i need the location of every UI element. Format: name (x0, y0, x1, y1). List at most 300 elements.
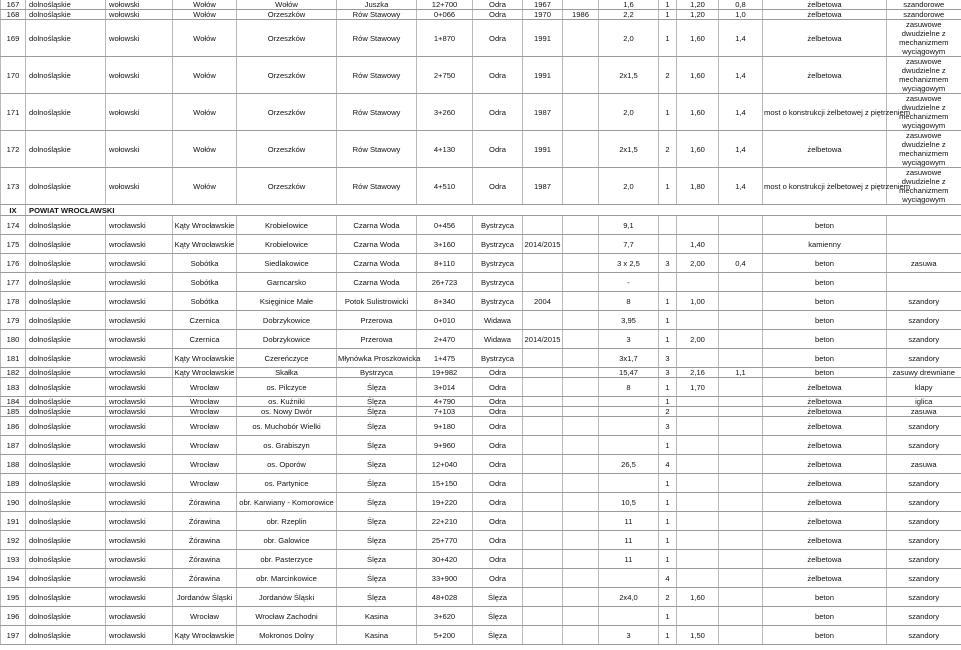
rok-przebudowy-cell: 1986 (563, 10, 599, 20)
powiat-cell: wrocławski (106, 626, 173, 645)
przesla-cell: 1 (659, 397, 677, 407)
szerokosc-cell: 11 (599, 531, 659, 550)
przesla-cell: 3 (659, 417, 677, 436)
ciek-cell: Ślęza (337, 455, 417, 474)
rok-budowy-cell (523, 493, 563, 512)
zlewnia-cell: Bystrzyca (473, 273, 523, 292)
gmina-cell: Wołów (173, 10, 237, 20)
miejscowosc-cell: Orzeszków (237, 94, 337, 131)
kilometr-cell: 26+723 (417, 273, 473, 292)
miejscowosc-cell: Dobrzykowice (237, 330, 337, 349)
rok-budowy-cell (523, 512, 563, 531)
ciek-cell: Potok Sulistrowicki (337, 292, 417, 311)
gmina-cell: Wołów (173, 131, 237, 168)
rok-budowy-cell (523, 216, 563, 235)
wysokosc-cell (677, 607, 719, 626)
powiat-cell: wrocławski (106, 311, 173, 330)
konstrukcja-cell: żelbetowa (763, 20, 887, 57)
ciek-cell: Młynówka Proszkowicka (337, 349, 417, 368)
lp-cell: 189 (1, 474, 26, 493)
powiat-cell: wrocławski (106, 512, 173, 531)
zamkniecia-cell: klapy (887, 378, 961, 397)
gmina-cell: Wołów (173, 0, 237, 10)
zlewnia-cell: Bystrzyca (473, 254, 523, 273)
rok-budowy-cell: 2004 (523, 292, 563, 311)
miejscowosc-cell: Garncarsko (237, 273, 337, 292)
wojewodztwo-cell: dolnośląskie (26, 626, 106, 645)
wysokosc-cell (677, 455, 719, 474)
wojewodztwo-cell: dolnośląskie (26, 368, 106, 378)
wojewodztwo-cell: dolnośląskie (26, 493, 106, 512)
wojewodztwo-cell: dolnośląskie (26, 57, 106, 94)
gmina-cell: Żórawina (173, 550, 237, 569)
ciek-cell: Przerowa (337, 311, 417, 330)
table-row (1, 436, 961, 455)
kilometr-cell: 3+160 (417, 235, 473, 254)
miejscowosc-cell: obr. Karwiany - Komorowice (237, 493, 337, 512)
spietrzenie-cell (719, 397, 763, 407)
wojewodztwo-cell: dolnośląskie (26, 512, 106, 531)
konstrukcja-cell: kamienny (763, 235, 887, 254)
lp-cell: 171 (1, 94, 26, 131)
ciek-cell: Juszka (337, 0, 417, 10)
gmina-cell: Wrocław (173, 607, 237, 626)
wysokosc-cell (677, 397, 719, 407)
zlewnia-cell: Odra (473, 168, 523, 205)
wojewodztwo-cell: dolnośląskie (26, 10, 106, 20)
zlewnia-cell: Ślęza (473, 626, 523, 645)
rok-przebudowy-cell (563, 216, 599, 235)
konstrukcja-cell: beton (763, 588, 887, 607)
wysokosc-cell (677, 417, 719, 436)
wysokosc-cell: 1,40 (677, 235, 719, 254)
rok-budowy-cell (523, 569, 563, 588)
rok-budowy-cell (523, 407, 563, 417)
szerokosc-cell: 3,95 (599, 311, 659, 330)
ciek-cell: Rów Stawowy (337, 10, 417, 20)
kilometr-cell: 19+982 (417, 368, 473, 378)
wysokosc-cell (677, 311, 719, 330)
szerokosc-cell: 11 (599, 550, 659, 569)
wysokosc-cell (677, 436, 719, 455)
przesla-cell: 1 (659, 292, 677, 311)
przesla-cell: 1 (659, 378, 677, 397)
rok-budowy-cell (523, 368, 563, 378)
section-header-row (1, 205, 961, 216)
spietrzenie-cell: 0,8 (719, 0, 763, 10)
zlewnia-cell: Widawa (473, 330, 523, 349)
wojewodztwo-cell: dolnośląskie (26, 254, 106, 273)
powiat-cell: wołowski (106, 20, 173, 57)
rok-przebudowy-cell (563, 20, 599, 57)
gmina-cell: Wrocław (173, 455, 237, 474)
gmina-cell: Sobótka (173, 273, 237, 292)
zamkniecia-cell: szandory (887, 512, 961, 531)
gmina-cell: Wrocław (173, 436, 237, 455)
kilometr-cell: 0+010 (417, 311, 473, 330)
wysokosc-cell: 1,20 (677, 10, 719, 20)
miejscowosc-cell: Orzeszków (237, 131, 337, 168)
konstrukcja-cell: beton (763, 349, 887, 368)
szerokosc-cell: 2x4,0 (599, 588, 659, 607)
lp-cell: 170 (1, 57, 26, 94)
powiat-cell: wrocławski (106, 368, 173, 378)
zlewnia-cell: Odra (473, 10, 523, 20)
table-row (1, 168, 961, 205)
wojewodztwo-cell: dolnośląskie (26, 397, 106, 407)
konstrukcja-cell: żelbetowa (763, 10, 887, 20)
powiat-cell: wołowski (106, 57, 173, 94)
spietrzenie-cell (719, 378, 763, 397)
lp-cell: 179 (1, 311, 26, 330)
zamkniecia-cell: zasuwowe dwudzielne z mechanizmem wyciągowym (887, 57, 961, 94)
rok-budowy-cell (523, 607, 563, 626)
powiat-cell: wołowski (106, 10, 173, 20)
miejscowosc-cell: Skałka (237, 368, 337, 378)
wojewodztwo-cell: dolnośląskie (26, 417, 106, 436)
rok-budowy-cell: 1970 (523, 10, 563, 20)
miejscowosc-cell: os. Grabiszyn (237, 436, 337, 455)
rok-budowy-cell (523, 273, 563, 292)
gmina-cell: Czernica (173, 311, 237, 330)
zamkniecia-cell: szandory (887, 588, 961, 607)
zlewnia-cell: Odra (473, 417, 523, 436)
rok-budowy-cell: 1991 (523, 131, 563, 168)
rok-przebudowy-cell (563, 349, 599, 368)
gmina-cell: Sobótka (173, 254, 237, 273)
wysokosc-cell (677, 512, 719, 531)
gmina-cell: Żórawina (173, 569, 237, 588)
zamkniecia-cell: szandory (887, 569, 961, 588)
rok-przebudowy-cell (563, 474, 599, 493)
powiat-cell: wrocławski (106, 550, 173, 569)
wysokosc-cell: 1,20 (677, 0, 719, 10)
rok-przebudowy-cell (563, 131, 599, 168)
kilometr-cell: 1+870 (417, 20, 473, 57)
powiat-cell: wrocławski (106, 254, 173, 273)
przesla-cell: 1 (659, 531, 677, 550)
przesla-cell: 3 (659, 349, 677, 368)
rok-przebudowy-cell (563, 168, 599, 205)
ciek-cell: Czarna Woda (337, 216, 417, 235)
gmina-cell: Kąty Wrocławskie (173, 368, 237, 378)
wysokosc-cell: 2,16 (677, 368, 719, 378)
zlewnia-cell: Ślęza (473, 607, 523, 626)
gmina-cell: Kąty Wrocławskie (173, 235, 237, 254)
spietrzenie-cell (719, 455, 763, 474)
ciek-cell: Ślęza (337, 417, 417, 436)
wojewodztwo-cell: dolnośląskie (26, 407, 106, 417)
wojewodztwo-cell: dolnośląskie (26, 168, 106, 205)
przesla-cell: 1 (659, 168, 677, 205)
rok-przebudowy-cell (563, 94, 599, 131)
przesla-cell: 1 (659, 474, 677, 493)
spietrzenie-cell (719, 273, 763, 292)
zamkniecia-cell (887, 235, 961, 254)
kilometr-cell: 48+028 (417, 588, 473, 607)
lp-cell: 196 (1, 607, 26, 626)
spietrzenie-cell (719, 474, 763, 493)
wojewodztwo-cell: dolnośląskie (26, 531, 106, 550)
przesla-cell: 1 (659, 626, 677, 645)
przesla-cell: 4 (659, 455, 677, 474)
gmina-cell: Wołów (173, 20, 237, 57)
ciek-cell: Ślęza (337, 550, 417, 569)
kilometr-cell: 12+040 (417, 455, 473, 474)
przesla-cell: 1 (659, 0, 677, 10)
wysokosc-cell (677, 531, 719, 550)
przesla-cell: 1 (659, 94, 677, 131)
ciek-cell: Ślęza (337, 397, 417, 407)
przesla-cell: 1 (659, 20, 677, 57)
wysokosc-cell (677, 349, 719, 368)
lp-cell: 190 (1, 493, 26, 512)
gmina-cell: Kąty Wrocławskie (173, 216, 237, 235)
table-row (1, 455, 961, 474)
zlewnia-cell: Bystrzyca (473, 216, 523, 235)
przesla-cell (659, 216, 677, 235)
wojewodztwo-cell: dolnośląskie (26, 588, 106, 607)
rok-przebudowy-cell (563, 493, 599, 512)
szerokosc-cell (599, 569, 659, 588)
kilometr-cell: 33+900 (417, 569, 473, 588)
spietrzenie-cell: 1,4 (719, 131, 763, 168)
lp-cell: 186 (1, 417, 26, 436)
rok-budowy-cell: 2014/2015 (523, 235, 563, 254)
table-row (1, 10, 961, 20)
table-row (1, 407, 961, 417)
miejscowosc-cell: Dobrzykowice (237, 311, 337, 330)
miejscowosc-cell: os. Muchobór Wielki (237, 417, 337, 436)
miejscowosc-cell: obr. Marcinkowice (237, 569, 337, 588)
wojewodztwo-cell: dolnośląskie (26, 0, 106, 10)
miejscowosc-cell: Krobielowice (237, 216, 337, 235)
lp-cell: 191 (1, 512, 26, 531)
ciek-cell: Ślęza (337, 588, 417, 607)
wojewodztwo-cell: dolnośląskie (26, 349, 106, 368)
miejscowosc-cell: os. Pilczyce (237, 378, 337, 397)
section-id: IX (1, 205, 26, 216)
rok-budowy-cell: 2014/2015 (523, 330, 563, 349)
rok-przebudowy-cell (563, 455, 599, 474)
kilometr-cell: 2+470 (417, 330, 473, 349)
lp-cell: 167 (1, 0, 26, 10)
spietrzenie-cell (719, 407, 763, 417)
table-row (1, 0, 961, 10)
powiat-cell: wołowski (106, 131, 173, 168)
kilometr-cell: 25+770 (417, 531, 473, 550)
table-row (1, 512, 961, 531)
przesla-cell: 3 (659, 368, 677, 378)
wysokosc-cell: 1,60 (677, 20, 719, 57)
rok-budowy-cell: 1967 (523, 0, 563, 10)
rok-przebudowy-cell (563, 569, 599, 588)
powiat-cell: wołowski (106, 94, 173, 131)
table-row (1, 378, 961, 397)
rok-przebudowy-cell (563, 550, 599, 569)
zlewnia-cell: Odra (473, 569, 523, 588)
table-row (1, 20, 961, 57)
gmina-cell: Wrocław (173, 397, 237, 407)
kilometr-cell: 15+150 (417, 474, 473, 493)
spietrzenie-cell (719, 417, 763, 436)
ciek-cell: Bystrzyca (337, 368, 417, 378)
rok-budowy-cell (523, 588, 563, 607)
spietrzenie-cell (719, 512, 763, 531)
przesla-cell: 2 (659, 57, 677, 94)
lp-cell: 172 (1, 131, 26, 168)
zlewnia-cell: Odra (473, 368, 523, 378)
lp-cell: 173 (1, 168, 26, 205)
kilometr-cell: 9+180 (417, 417, 473, 436)
wysokosc-cell: 1,80 (677, 168, 719, 205)
powiat-cell: wołowski (106, 168, 173, 205)
miejscowosc-cell: os. Partynice (237, 474, 337, 493)
spietrzenie-cell (719, 550, 763, 569)
rok-przebudowy-cell (563, 531, 599, 550)
miejscowosc-cell: os. Kuźniki (237, 397, 337, 407)
zamkniecia-cell: szandory (887, 330, 961, 349)
table-row (1, 273, 961, 292)
ciek-cell: Ślęza (337, 436, 417, 455)
spietrzenie-cell (719, 311, 763, 330)
przesla-cell: 2 (659, 588, 677, 607)
spietrzenie-cell (719, 569, 763, 588)
zlewnia-cell: Odra (473, 94, 523, 131)
wysokosc-cell: 1,60 (677, 588, 719, 607)
kilometr-cell: 0+456 (417, 216, 473, 235)
szerokosc-cell: 11 (599, 512, 659, 531)
konstrukcja-cell: beton (763, 607, 887, 626)
konstrukcja-cell: beton (763, 216, 887, 235)
table-row (1, 569, 961, 588)
spietrzenie-cell: 1,1 (719, 368, 763, 378)
zamkniecia-cell: zasuwa (887, 254, 961, 273)
zamkniecia-cell: zasuwa (887, 455, 961, 474)
zlewnia-cell: Odra (473, 455, 523, 474)
zamkniecia-cell: szandory (887, 349, 961, 368)
ciek-cell: Rów Stawowy (337, 94, 417, 131)
rok-przebudowy-cell (563, 588, 599, 607)
wojewodztwo-cell: dolnośląskie (26, 235, 106, 254)
zlewnia-cell: Odra (473, 512, 523, 531)
konstrukcja-cell: żelbetowa (763, 131, 887, 168)
przesla-cell: 1 (659, 512, 677, 531)
wojewodztwo-cell: dolnośląskie (26, 378, 106, 397)
zamkniecia-cell: iglica (887, 397, 961, 407)
przesla-cell: 1 (659, 607, 677, 626)
gmina-cell: Kąty Wrocławskie (173, 626, 237, 645)
powiat-cell: wrocławski (106, 273, 173, 292)
miejscowosc-cell: Jordanów Śląski (237, 588, 337, 607)
konstrukcja-cell: żelbetowa (763, 397, 887, 407)
gmina-cell: Wołów (173, 94, 237, 131)
table-row (1, 292, 961, 311)
kilometr-cell: 3+620 (417, 607, 473, 626)
szerokosc-cell: 3 x 2,5 (599, 254, 659, 273)
table-row (1, 417, 961, 436)
table-row (1, 588, 961, 607)
zamkniecia-cell: szandory (887, 626, 961, 645)
zamkniecia-cell: szandory (887, 493, 961, 512)
lp-cell: 181 (1, 349, 26, 368)
spietrzenie-cell: 1,4 (719, 20, 763, 57)
przesla-cell: 1 (659, 436, 677, 455)
konstrukcja-cell: żelbetowa (763, 493, 887, 512)
wojewodztwo-cell: dolnośląskie (26, 20, 106, 57)
rok-przebudowy-cell (563, 436, 599, 455)
lp-cell: 180 (1, 330, 26, 349)
rok-budowy-cell (523, 474, 563, 493)
table-row (1, 235, 961, 254)
szerokosc-cell (599, 436, 659, 455)
gmina-cell: Wołów (173, 168, 237, 205)
przesla-cell: 3 (659, 254, 677, 273)
zamkniecia-cell: zasuwowe dwudzielne z mechanizmem wyciągowym (887, 131, 961, 168)
konstrukcja-cell: żelbetowa (763, 550, 887, 569)
lp-cell: 175 (1, 235, 26, 254)
rok-budowy-cell (523, 378, 563, 397)
zlewnia-cell: Odra (473, 131, 523, 168)
szerokosc-cell: 3 (599, 626, 659, 645)
gmina-cell: Kąty Wrocławskie (173, 349, 237, 368)
section-title: POWIAT WROCŁAWSKI (26, 205, 961, 216)
spietrzenie-cell (719, 349, 763, 368)
rok-przebudowy-cell (563, 407, 599, 417)
gmina-cell: Żórawina (173, 493, 237, 512)
ciek-cell: Ślęza (337, 531, 417, 550)
table-row (1, 493, 961, 512)
konstrukcja-cell: żelbetowa (763, 57, 887, 94)
konstrukcja-cell: żelbetowa (763, 474, 887, 493)
ciek-cell: Rów Stawowy (337, 20, 417, 57)
wysokosc-cell (677, 474, 719, 493)
rok-budowy-cell (523, 531, 563, 550)
kilometr-cell: 5+200 (417, 626, 473, 645)
gmina-cell: Czernica (173, 330, 237, 349)
rok-przebudowy-cell (563, 57, 599, 94)
szerokosc-cell: 8 (599, 292, 659, 311)
powiat-cell: wrocławski (106, 493, 173, 512)
przesla-cell: 1 (659, 493, 677, 512)
kilometr-cell: 22+210 (417, 512, 473, 531)
konstrukcja-cell: żelbetowa (763, 378, 887, 397)
szerokosc-cell: 2x1,5 (599, 57, 659, 94)
spietrzenie-cell: 1,0 (719, 10, 763, 20)
rok-budowy-cell: 1987 (523, 168, 563, 205)
rok-przebudowy-cell (563, 626, 599, 645)
konstrukcja-cell: beton (763, 626, 887, 645)
lp-cell: 178 (1, 292, 26, 311)
rok-przebudowy-cell (563, 292, 599, 311)
wojewodztwo-cell: dolnośląskie (26, 131, 106, 168)
table-row (1, 397, 961, 407)
table-row (1, 254, 961, 273)
wojewodztwo-cell: dolnośląskie (26, 311, 106, 330)
rok-przebudowy-cell (563, 0, 599, 10)
miejscowosc-cell: Wrocław Zachodni (237, 607, 337, 626)
konstrukcja-cell: żelbetowa (763, 455, 887, 474)
miejscowosc-cell: obr. Galowice (237, 531, 337, 550)
miejscowosc-cell: Księginice Małe (237, 292, 337, 311)
gmina-cell: Wrocław (173, 417, 237, 436)
szerokosc-cell: 3x1,7 (599, 349, 659, 368)
konstrukcja-cell: żelbetowa (763, 531, 887, 550)
zamkniecia-cell: zasuwowe dwudzielne z mechanizmem wyciągowym (887, 94, 961, 131)
rok-budowy-cell: 1991 (523, 20, 563, 57)
zamkniecia-cell: szandorowe (887, 10, 961, 20)
rok-budowy-cell (523, 311, 563, 330)
